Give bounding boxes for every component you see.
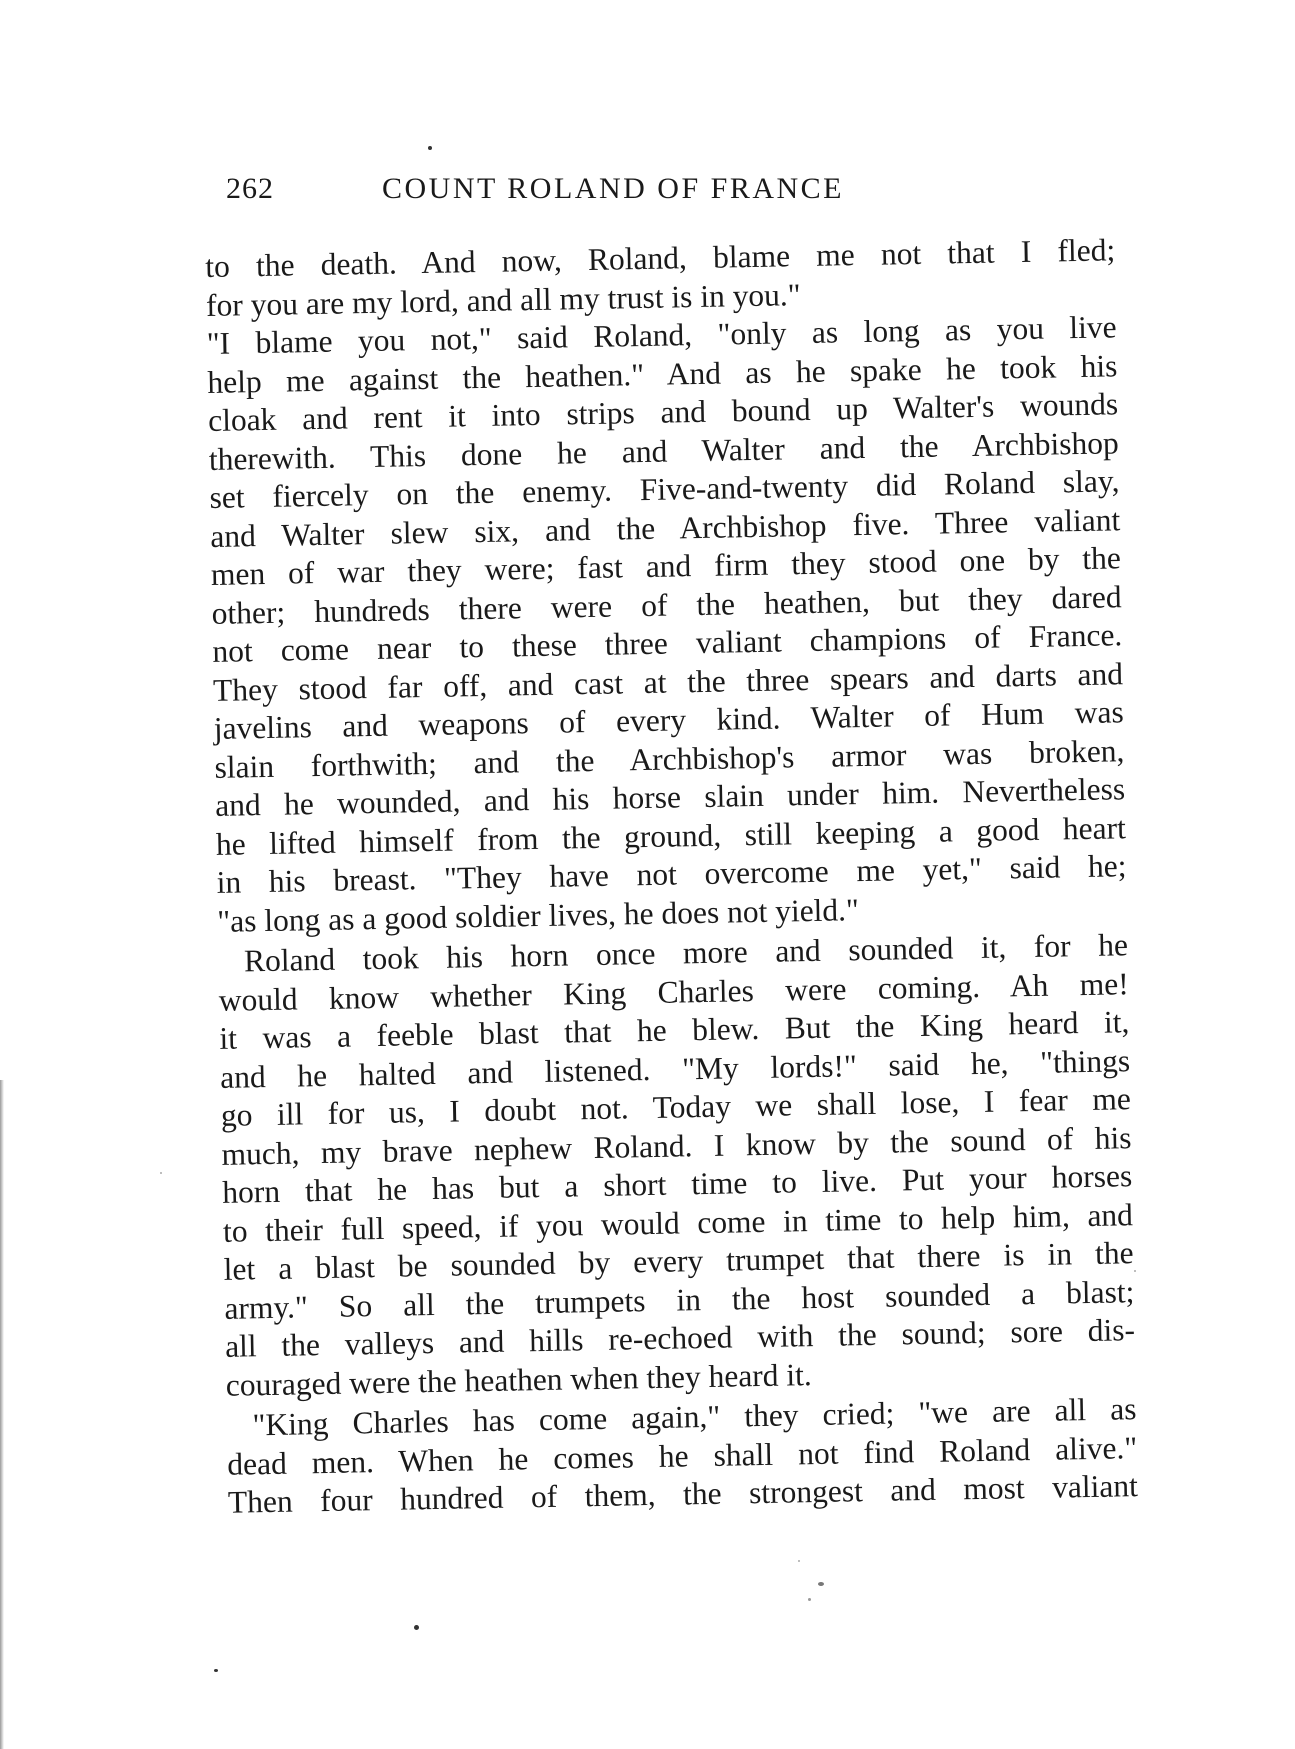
running-head	[226, 172, 916, 216]
text-line: to the death. And now, Roland, blame me not that I fled;	[205, 232, 1116, 284]
text-line: it was a feeble blast that he blew. But the King heard it,	[219, 1004, 1130, 1056]
text-line: let a blast be sounded by every trumpet that there is in the	[223, 1235, 1134, 1287]
scan-speck	[160, 1172, 162, 1174]
text-line: and he halted and listened. "My lords!" said he, "things	[219, 1042, 1131, 1095]
text-line: go ill for us, I doubt not. Today we shall lose, I fear me	[220, 1081, 1132, 1133]
text-line: and Walter slew six, and the Archbishop five. Three valiant	[209, 501, 1121, 554]
text-line: cloak and rent it into strips and bound up Walter's wounds	[207, 386, 1119, 438]
scan-speck	[798, 1560, 800, 1562]
text-line: and he wounded, and his horse slain under him. Nevertheless	[214, 771, 1126, 823]
gutter-shadow	[0, 1080, 4, 1749]
text-line: not come near to these three valiant champions of France.	[212, 617, 1123, 669]
text-line: in his breast. "They have not overcome me yet," said he;	[216, 848, 1127, 900]
text-line: Then four hundred of them, the strongest and most valiant	[227, 1468, 1139, 1520]
text-line: set fiercely on the enemy. Five-and-twenty did Roland slay,	[209, 463, 1120, 515]
text-line: would know whether King Charles were coming. Ah me!	[218, 965, 1129, 1018]
text-line: much, my brave nephew Roland. I know by the sound of his	[221, 1119, 1132, 1172]
text-line: "as long as a good soldier lives, he does not yield."	[217, 891, 860, 939]
text-line: therewith. This done he and Walter and the Archbishop	[208, 424, 1120, 477]
scan-speck	[214, 1669, 218, 1672]
scan-speck	[818, 1582, 824, 1586]
text-line: other; hundreds there were of the heathen, but they dared	[211, 578, 1122, 631]
text-line: javelins and weapons of every kind. Walter of Hum was	[213, 694, 1124, 746]
scan-speck	[428, 146, 432, 150]
text-line: men of war they were; fast and firm they stood one by the	[210, 540, 1122, 592]
text-line: slain forthwith; and the Archbishop's armor was broken,	[214, 732, 1125, 785]
text-line: Roland took his horn once more and sounded it, for he	[243, 927, 1129, 979]
text-line: "I blame you not," said Roland, "only as long as you live	[206, 309, 1117, 361]
text-line: for you are my lord, and all my trust is in you."	[205, 276, 801, 323]
scan-speck	[808, 1598, 811, 1601]
text-line: They stood far off, and cast at the three spears and darts and	[212, 655, 1124, 708]
text-line: horn that he has but a short time to live. Put your horses	[221, 1158, 1133, 1210]
scan-speck	[414, 1625, 419, 1630]
body-text	[205, 231, 1138, 1522]
text-line: he lifted himself from the ground, still keeping a good heart	[215, 809, 1127, 862]
scan-speck	[1134, 1270, 1136, 1272]
page-number: 262	[226, 172, 274, 205]
text-line: all the valleys and hills re-echoed with the sound; sore dis-	[224, 1312, 1136, 1364]
text-line: dead men. When he comes he shall not find Roland alive."	[226, 1429, 1138, 1482]
text-line: help me against the heathen." And as he spake he took his	[207, 347, 1118, 400]
text-line: army." So all the trumpets in the host sounded a blast;	[224, 1273, 1135, 1326]
text-line: couraged were the heathen when they heard it.	[225, 1356, 813, 1403]
running-title: COUNT ROLAND OF FRANCE	[382, 172, 844, 205]
text-line: to their full speed, if you would come in time to help him, and	[222, 1196, 1134, 1249]
text-line: "King Charles has come again," they cried; "we are all as	[252, 1391, 1137, 1443]
